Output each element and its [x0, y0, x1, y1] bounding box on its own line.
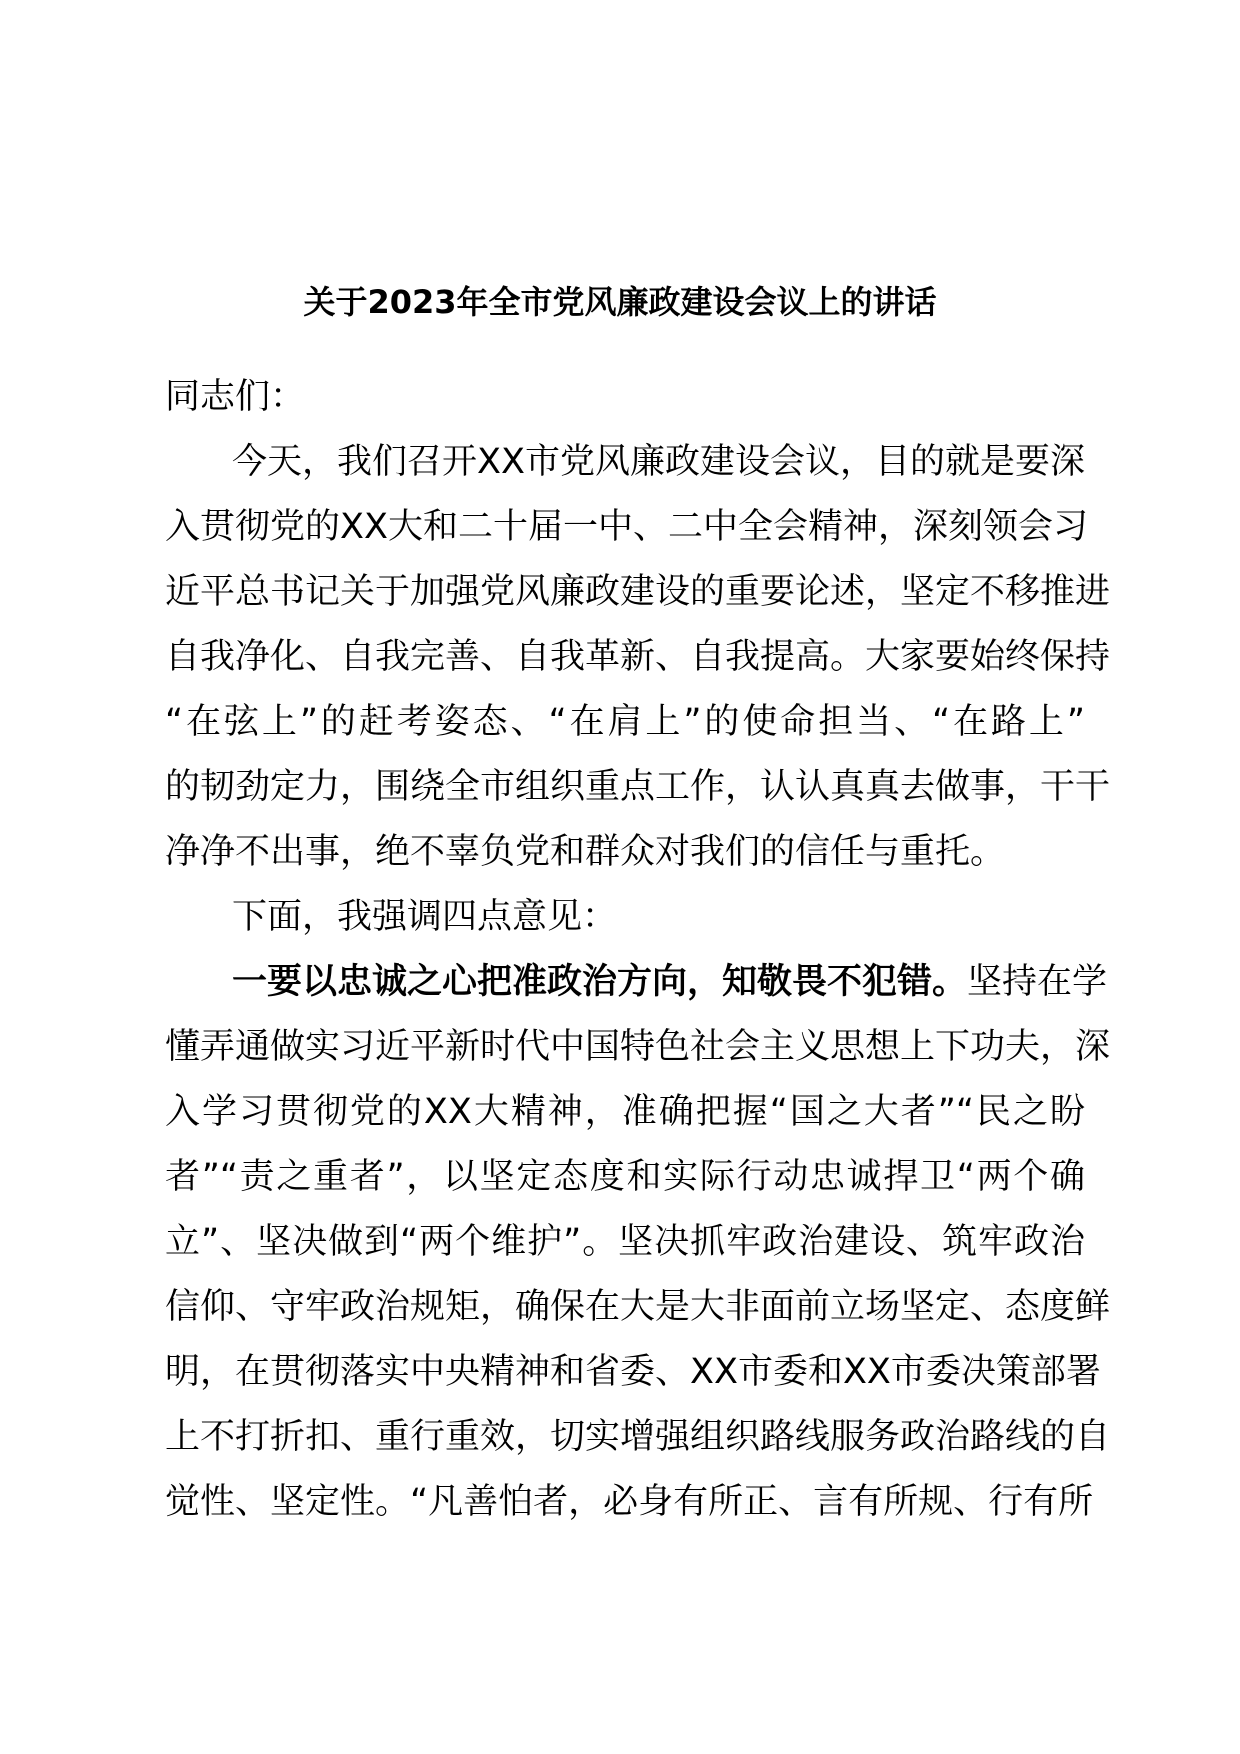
paragraph-line: 上不打折扣、重行重效，切实增强组织路线服务政治路线的自: [165, 1417, 1111, 1457]
paragraph-line: 入贯彻党的XX大和二十届一中、二中全会精神，深刻领会习: [165, 507, 1088, 547]
paragraph-line: 近平总书记关于加强党风廉政建设的重要论述，坚定不移推进: [165, 572, 1111, 612]
paragraph-line: 者”“责之重者”，以坚定态度和实际行动忠诚捍卫“两个确: [165, 1157, 1085, 1197]
paragraph-line: 下面，我强调四点意见：: [232, 897, 618, 937]
paragraph-line: 今天，我们召开XX市党风廉政建设会议，目的就是要深: [232, 442, 1085, 482]
paragraph-line: 懂弄通做实习近平新时代中国特色社会主义思想上下功夫，深: [165, 1027, 1111, 1067]
paragraph-line: 明，在贯彻落实中央精神和省委、XX市委和XX市委决策部署: [165, 1352, 1101, 1392]
heading-continuation: 坚持在学: [967, 962, 1108, 1002]
paragraph-line: 立”、坚决做到“两个维护”。坚决抓牢政治建设、筑牢政治: [165, 1222, 1085, 1262]
paragraph-line: 觉性、坚定性。“凡善怕者，必身有所正、言有所规、行有所: [165, 1482, 1094, 1522]
paragraph-line: 自我净化、自我完善、自我革新、自我提高。大家要始终保持: [165, 637, 1111, 677]
salutation: 同志们：: [165, 377, 306, 417]
paragraph-line: 的韧劲定力，围绕全市组织重点工作，认认真真去做事，干干: [165, 767, 1111, 807]
paragraph-heading-line: [232, 950, 1108, 1015]
bold-heading: 一要以忠诚之心把准政治方向，知敬畏不犯错。: [232, 962, 968, 1002]
paragraph-line: 信仰、守牢政治规矩，确保在大是大非面前立场坚定、态度鲜: [165, 1287, 1111, 1327]
paragraph-line: 净净不出事，绝不辜负党和群众对我们的信任与重托。: [165, 832, 1006, 872]
paragraph-line: “在弦上”的赶考姿态、“在肩上”的使命担当、“在路上”: [165, 702, 1085, 742]
document-title: 关于2023年全市党风廉政建设会议上的讲话: [303, 283, 937, 321]
paragraph-line: 入学习贯彻党的XX大精神，准确把握“国之大者”“民之盼: [165, 1092, 1085, 1132]
